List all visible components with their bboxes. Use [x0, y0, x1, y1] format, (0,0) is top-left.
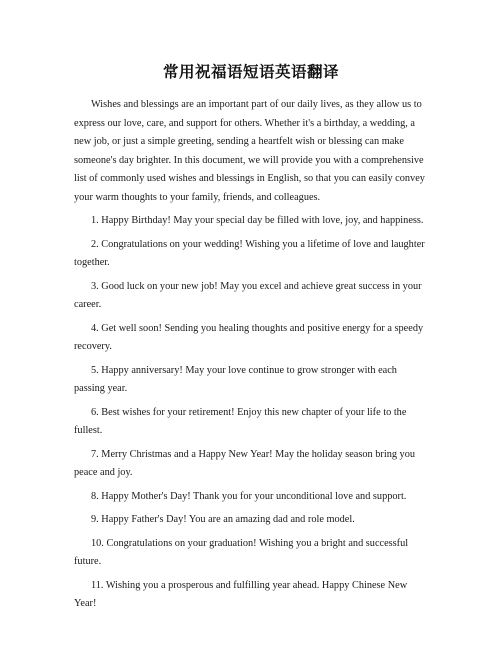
list-item: 7. Merry Christmas and a Happy New Year! May the holiday season bring you peace and joy. — [74, 448, 416, 478]
intro-paragraph: Wishes and blessings are an important part of our daily lives, as they allow us to express our love, care, and support for others. Whether it's a birthday, a wedding, a new job, or just a simple greeting, sending a heartfelt wish or blessing can make someone's day brighter. In this document, we will provide you with a comprehensive list of commonly used wishes and blessings in English, so that you can easily convey your warm thoughts to your family, friends, and colleagues. — [74, 99, 425, 203]
list-item: 10. Congratulations on your graduation! Wishing you a bright and successful future. — [74, 537, 409, 567]
list-item: 5. Happy anniversary! May your love continue to grow stronger with each passing year. — [74, 364, 397, 394]
list-item: 11. Wishing you a prosperous and fulfilling year ahead. Happy Chinese New Year! — [74, 579, 408, 609]
document-body — [74, 96, 430, 619]
list-item: 4. Get well soon! Sending you healing thoughts and positive energy for a speedy recovery. — [74, 322, 424, 352]
list-item: 3. Good luck on your new job! May you excel and achieve great success in your career. — [74, 280, 422, 310]
page-title: 常用祝福语短语英语翻译 — [162, 63, 339, 81]
list-item: 1. Happy Birthday! May your special day be filled with love, joy, and happiness. — [91, 215, 424, 226]
list-item: 9. Happy Father's Day! You are an amazing dad and role model. — [91, 514, 355, 525]
list-item: 6. Best wishes for your retirement! Enjoy this new chapter of your life to the fullest. — [74, 406, 407, 436]
list-item: 2. Congratulations on your wedding! Wishing you a lifetime of love and laughter together. — [74, 238, 425, 268]
list-item: 8. Happy Mother's Day! Thank you for your unconditional love and support. — [91, 490, 407, 502]
